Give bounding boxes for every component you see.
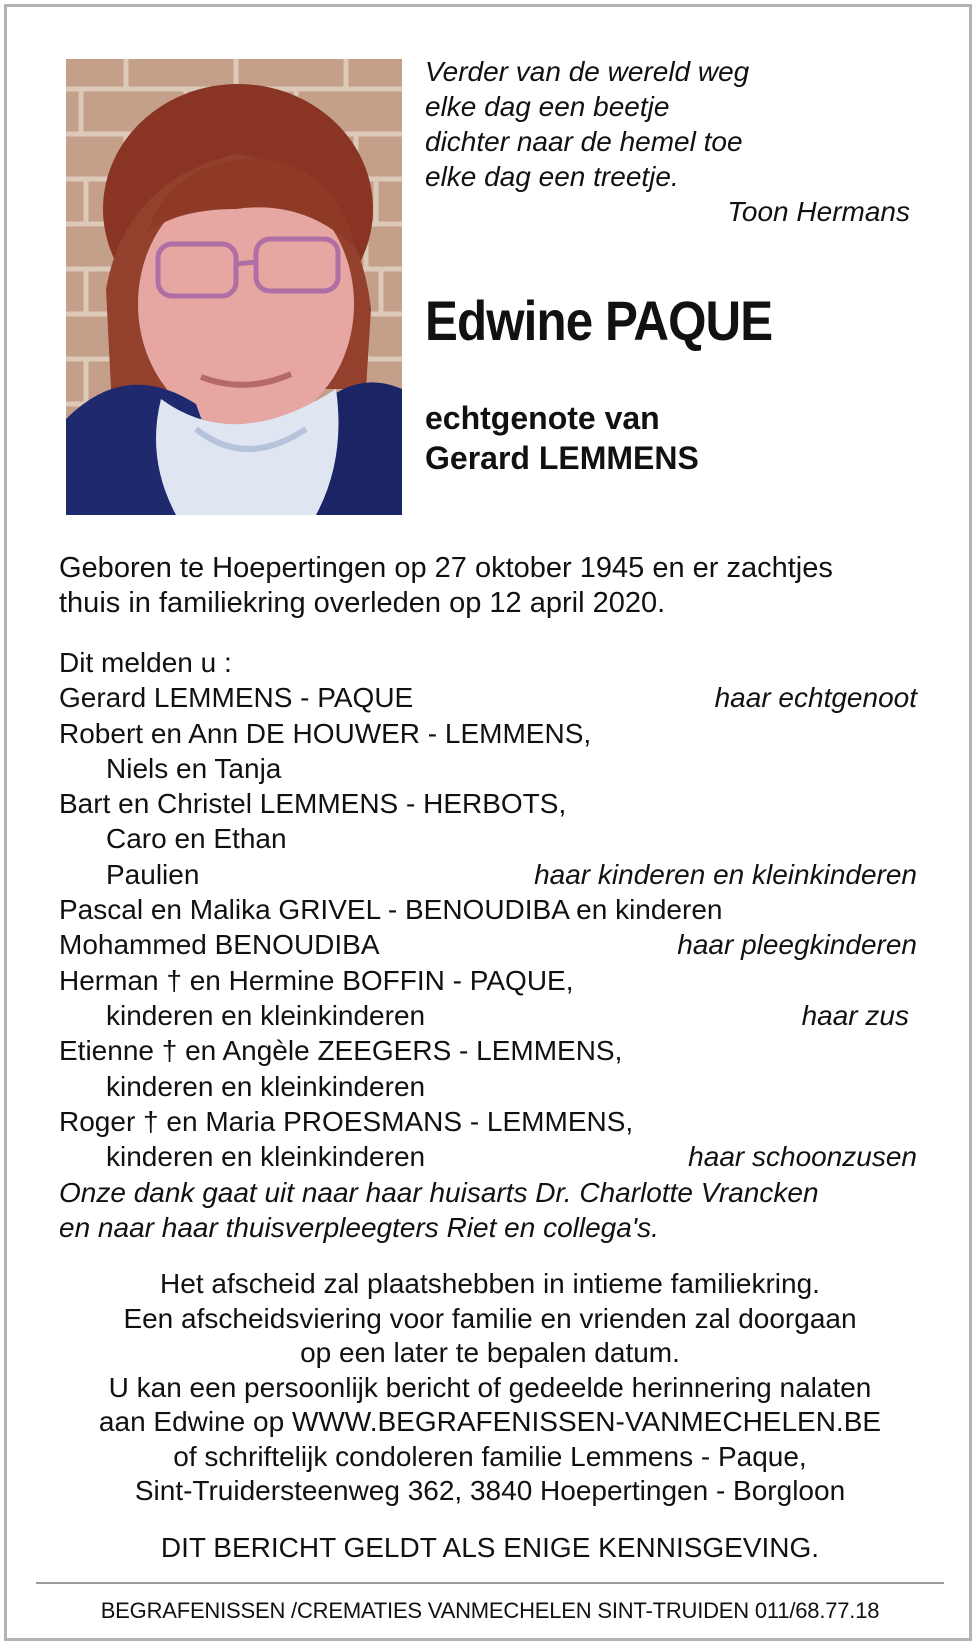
- birth-death-text: [59, 551, 939, 621]
- farewell-line: of schriftelijk condoleren familie Lemmens - Paque,: [173, 1440, 807, 1472]
- farewell-line: U kan een persoonlijk bericht of gedeelde herinnering nalaten: [108, 1371, 872, 1403]
- poem: [425, 54, 915, 229]
- family-row: [59, 963, 917, 998]
- farewell-line: Sint-Truidersteenweg 362, 3840 Hoepertingen - Borgloon: [134, 1475, 846, 1506]
- family-row: [59, 751, 917, 786]
- farewell-line: Het afscheid zal plaatshebben in intieme familiekring.: [160, 1268, 820, 1299]
- family-member: Roger † en Maria PROESMANS - LEMMENS,: [59, 1105, 634, 1137]
- thanks-text: [59, 1175, 819, 1245]
- portrait-photo: [66, 59, 402, 515]
- family-member: Paulien: [106, 858, 200, 890]
- family-member: Mohammed BENOUDIBA: [59, 929, 380, 961]
- family-row: [59, 892, 917, 927]
- family-member: kinderen en kleinkinderen: [106, 999, 426, 1031]
- family-member: kinderen en kleinkinderen: [106, 1141, 426, 1173]
- birth-line: thuis in familiekring overleden op 12 april 2020.: [59, 587, 666, 619]
- poem-author: Toon Hermans: [727, 196, 910, 227]
- family-row: [59, 998, 917, 1033]
- spouse-name: Gerard LEMMENS: [425, 440, 699, 476]
- family-member: Gerard LEMMENS - PAQUE: [59, 682, 414, 714]
- family-relation: haar kinderen en kleinkinderen: [534, 858, 917, 890]
- thanks-line: Onze dank gaat uit naar haar huisarts Dr. Charlotte Vrancken: [59, 1177, 819, 1208]
- family-member: Etienne † en Angèle ZEEGERS - LEMMENS,: [59, 1035, 623, 1067]
- family-member: Robert en Ann DE HOUWER - LEMMENS,: [59, 717, 592, 749]
- deceased-name: Edwine PAQUE: [425, 289, 773, 352]
- family-relation: haar pleegkinderen: [677, 929, 917, 961]
- family-row: [59, 927, 917, 962]
- farewell-line: Een afscheidsviering voor familie en vrienden zal doorgaan: [123, 1302, 857, 1334]
- birth-line: Geboren te Hoepertingen op 27 oktober 1945 en er zachtjes: [59, 552, 833, 584]
- farewell-line: op een later te bepalen datum.: [300, 1337, 680, 1368]
- family-row: [59, 1069, 917, 1104]
- spouse-block: [425, 398, 699, 478]
- family-row: [59, 857, 917, 892]
- family-row: [59, 1104, 917, 1139]
- poem-line: elke dag een treetje.: [425, 161, 679, 192]
- notice-statement: DIT BERICHT GELDT ALS ENIGE KENNISGEVING.: [160, 1532, 820, 1563]
- family-member: Caro en Ethan: [106, 823, 287, 855]
- family-member: kinderen en kleinkinderen: [106, 1070, 426, 1102]
- poem-line: elke dag een beetje: [425, 91, 670, 122]
- poem-line: Verder van de wereld weg: [425, 56, 750, 87]
- family-row: [59, 786, 917, 821]
- farewell-line: aan Edwine op WWW.BEGRAFENISSEN-VANMECHELEN.BE: [98, 1406, 882, 1437]
- footer-divider: [36, 1582, 944, 1584]
- family-member: Pascal en Malika GRIVEL - BENOUDIBA en kinderen: [59, 894, 723, 926]
- family-relation: haar zus: [801, 999, 909, 1031]
- family-row: [59, 1139, 917, 1174]
- farewell-text: [40, 1267, 940, 1509]
- family-row: [59, 1033, 917, 1068]
- family-relation: haar echtgenoot: [714, 682, 917, 714]
- thanks-line: en naar haar thuisverpleegters Riet en collega's.: [59, 1212, 659, 1243]
- family-row: [59, 716, 917, 751]
- poem-line: dichter naar de hemel toe: [425, 126, 743, 157]
- family-member: Niels en Tanja: [106, 752, 282, 784]
- family-row: [59, 680, 917, 715]
- family-row: [59, 821, 917, 856]
- family-list: [59, 645, 917, 1174]
- spouse-label: echtgenote van: [425, 400, 660, 436]
- family-member: Herman † en Hermine BOFFIN - PAQUE,: [59, 964, 574, 996]
- family-relation: haar schoonzusen: [688, 1141, 917, 1173]
- family-intro: Dit melden u :: [59, 647, 232, 678]
- family-member: Bart en Christel LEMMENS - HERBOTS,: [59, 788, 567, 820]
- undertaker-footer: BEGRAFENISSEN /CREMATIES VANMECHELEN SINT-TRUIDEN 011/68.77.18: [100, 1598, 880, 1623]
